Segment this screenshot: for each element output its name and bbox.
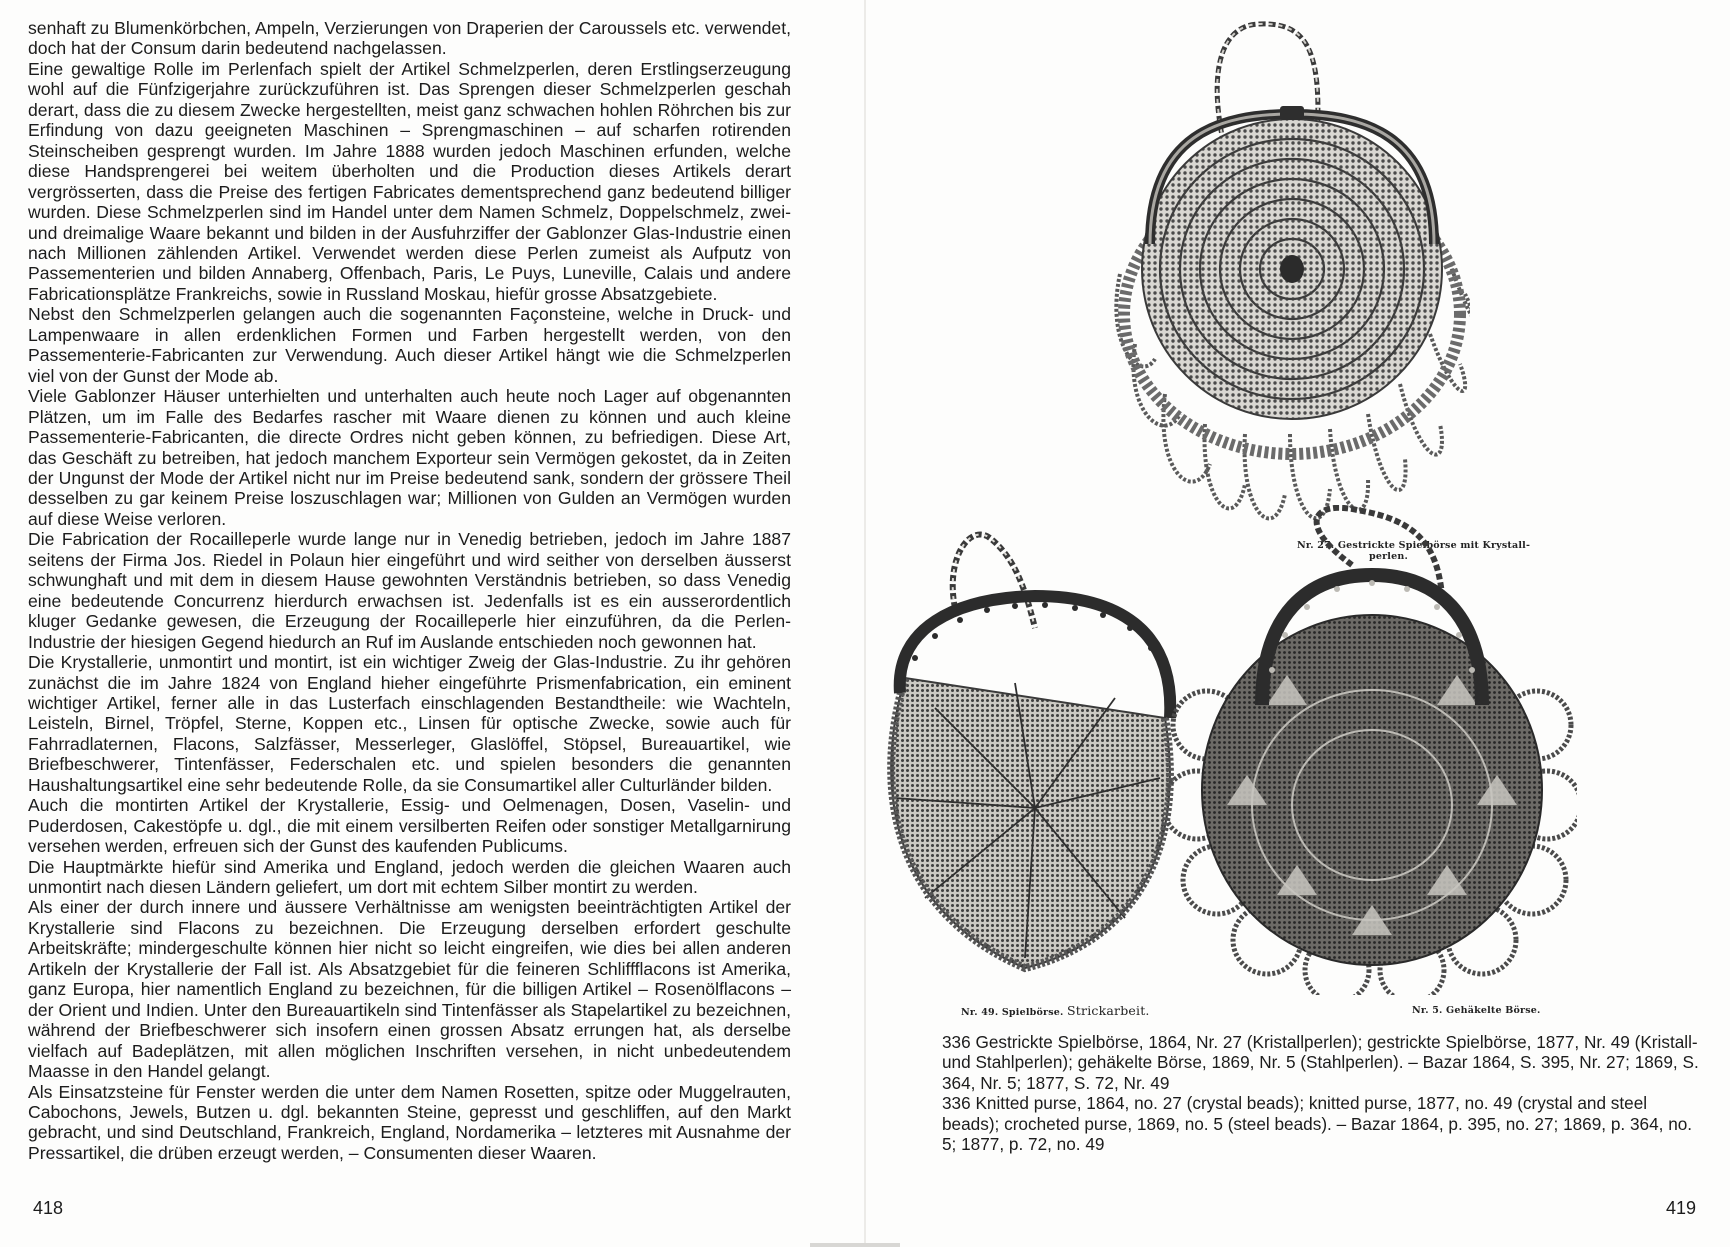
paragraph: Als Einsatzsteine für Fenster werden die unter dem Namen Rosetten, spitze oder Muggelrauten, Cabochons, Jewels, Butzen u. dgl. bekannten Steine, gepresst und geschliffen, auf den Markt gebracht, und sind Deutschland, Frankreich, England, Nordamerika – letzteres mit Ausnahme der Pressartikel, die drüben erzeugt werden, – Consumenten dieser Waaren. bbox=[28, 1081, 791, 1163]
page-number-right: 419 bbox=[1665, 1198, 1696, 1218]
paragraph: Die Fabrication der Rocailleperle wurde lange nur in Venedig betrieben, jedoch im Jahre 1887 seitens der Firma Jos. Riedel in Polaun hier eingeführt und wird seither von derselben äusserst schwunghaft und mit dem in diesem Hause gewohnten Verständnis betrieben, so dass Venedig eine bedeutende Concurrenz hierdurch erwachsen ist. Jedenfalls ist es ein ausserordentlich kluger Gedanke gewesen, die Erzeugung der Rocailleperle hier einzuführen, da die Perlen-Industrie der hiesigen Gegend hiedurch an Ruf im Auslande entschieden noch gewonnen hat. bbox=[28, 529, 791, 652]
figure-purse-5 bbox=[1167, 505, 1577, 995]
body-text bbox=[28, 18, 791, 1163]
right-page bbox=[865, 0, 1730, 1247]
page-number-left: 418 bbox=[33, 1198, 64, 1218]
caption-english: 336 Knitted purse, 1864, no. 27 (crystal beads); knitted purse, 1877, no. 49 (crystal and steel beads); crocheted purse, 1869, no. 5 (steel beads). – Bazar 1864, p. 395, no. 27; 1869, p. 364, no. 5; 1877, p. 72, no. 49 bbox=[942, 1093, 1693, 1155]
scan-edge bbox=[810, 1243, 900, 1247]
figure-5-caption: Nr. 5. Gehäkelte Börse. bbox=[1412, 1005, 1541, 1016]
figure-27-caption-line2: perlen. bbox=[1369, 551, 1408, 562]
figure-purse-27 bbox=[1110, 14, 1531, 562]
paragraph: senhaft zu Blumenkörbchen, Ampeln, Verzierungen von Draperien der Caroussels etc. verwendet, doch hat der Consum darin bedeutend nachgelassen. bbox=[28, 18, 791, 59]
figure-49-caption-bold: Nr. 49. Spielbörse. bbox=[961, 1007, 1064, 1018]
paragraph: Die Krystallerie, unmontirt und montirt, ist ein wichtiger Zweig der Glas-Industrie. Zu ihr gehören zunächst die im Jahre 1824 von England hieher eingeführte Prismenfabrication, ein eminent wichtiger Artikel, ferner alle in das Lusterfach einschlagenden Bestandtheile: wie Wachteln, Leisteln, Birnel, Tröpfel, Sterne, Koppen etc., Linsen für optische Zwecke, sowie auch für Fahrradlaternen, Flacons, Salzfässer, Messerleger, Glaslöffel, Stöpsel, Bureauartikel, wie Briefbeschwerer, Tintenfässer, Federschalen etc. und spielen besonders die genannten Haushaltungsartikel eine sehr bedeutende Rolle, da sie Consumartikel aller Culturländer bilden. bbox=[28, 652, 791, 795]
figure-49-caption-normal: Strickarbeit. bbox=[1067, 1003, 1150, 1018]
paragraph: Die Hauptmärkte hiefür sind Amerika und England, jedoch werden die gleichen Waaren auch unmontirt nach diesen Ländern geliefert, um dort mit echtem Silber montirt zu werden. bbox=[28, 856, 791, 898]
purse-49-engraving bbox=[875, 518, 1215, 988]
purse-27-engraving bbox=[1110, 14, 1470, 554]
paragraph: Nebst den Schmelzperlen gelangen auch die sogenannten Façonsteine, welche in Druck- und Lampenwaare in allen erdenklichen Formen und Farben hergestellt werden, von den Passementerie-Fabricanten zur Verwendung. Auch dieser Artikel hängt wie die Schmelzperlen viel von der Gunst der Mode ab. bbox=[28, 304, 791, 386]
figure-49-caption bbox=[961, 1005, 1150, 1018]
paragraph: Viele Gablonzer Häuser unterhielten und unterhalten auch heute noch Lager auf obgenannten Plätzen, um im Falle des Bedarfes rascher mit Waare dienen zu können und auch kleine Passementerie-Fabricanten, die directe Ordres nicht geben können, zu befriedigen. Diese Art, das Geschäft zu betreiben, hat jedoch manchem Exporteur sein Vermögen gekostet, da in Zeiten der Ungunst der Mode der Artikel nicht nur im Preise bedeutend sank, sondern der grössere Theil desselben zu gar keinem Preise loszuschlagen war; Millionen von Gulden an Vermögen wurden auf diese Weise verloren. bbox=[28, 386, 791, 529]
paragraph: Auch die montirten Artikel der Krystallerie, Essig- und Oelmenagen, Dosen, Vaselin- und Puderdosen, Cakestöpfe u. dgl., die mit einem versilberten Reifen oder sonstiger Metallgarnirung versehen werden, erfreuen sich der Gunst des kaufenden Publicums. bbox=[28, 795, 791, 857]
figure-27-caption-line1: Nr. 27. Gestrickte Spielbörse mit Krystall- bbox=[1297, 540, 1531, 551]
figure-purse-49 bbox=[875, 518, 1215, 988]
caption-german: 336 Gestrickte Spielbörse, 1864, Nr. 27 (Kristallperlen); gestrickte Spielbörse, 1877, Nr. 49 (Kristall- und Stahlperlen); gehäkelte Börse, 1869, Nr. 5 (Stahlperlen). – Bazar 1864, S. 395, Nr. 27; 1869, S. 364, Nr. 5; 1877, S. 72, Nr. 49 bbox=[942, 1032, 1699, 1093]
paragraph: Als einer der durch innere und äussere Verhältnisse am wenigsten beeinträchtigten Artikel der Krystallerie sind Flacons zu bezeichnen. Die Erzeugung derselben erfordert geschulte Arbeitskräfte; mindergeschulte können hier nicht so leicht eingreifen, wie dies bei allen anderen Artikeln der Krystallerie der Fall ist. Als Absatzgebiet für die feineren Schliffflacons ist Amerika, ganz Europa, hier namentlich England zu bezeichnen, für die billigen Artikel – Rosenölflacons – der Orient und Indien. Unter den Bureauartikeln sind Tintenfässer als Stapelartikel zu bezeichnen, während der Briefbeschwerer sich insofern einen grossen Absatz errungen hat, als derselbe vielfach auf Badeplätzen, mit allen möglichen Inschriften versehen, in nicht unbedeutendem Maasse in den Handel gelangt. bbox=[28, 897, 791, 1082]
purse-5-engraving bbox=[1167, 505, 1577, 995]
figure-caption-block bbox=[942, 1032, 1700, 1154]
paragraph: Eine gewaltige Rolle im Perlenfach spielt der Artikel Schmelzperlen, deren Erstlingserzeugung wohl auf die Fünfzigerjahre zurückzuführen ist. Das Sprengen dieser Schmelzperlen geschah derart, dass die zu diesem Zwecke hergestellten, meist ganz schwachen hohlen Röhrchen bis zur Erfindung von dazu geeigneten Maschinen – Sprengmaschinen – auf scharfen rotirenden Steinscheiben gesprengt wurden. Im Jahre 1888 wurden jedoch Maschinen erfunden, welche diese Handsprengerei bei weitem überholten und die Production dieses Artikels derart vergrösserten, dass die Preise des fertigen Fabricates dementsprechend ganz bedeutend billiger wurden. Diese Schmelzperlen sind im Handel unter dem Namen Schmelz, Doppelschmelz, zwei- und dreimalige Waare bekannt und bilden in der Ausfuhrziffer der Gablonzer Glas-Industrie einen nach Millionen zählenden Artikel. Verwendet werden diese Perlen zumeist als Aufputz von Passementerien und bilden Annaberg, Offenbach, Paris, Le Puys, Luneville, Calais und andere Fabricationsplätze Frankreichs, sowie in Russland Moskau, hiefür grosse Absatzgebiete. bbox=[28, 58, 791, 304]
